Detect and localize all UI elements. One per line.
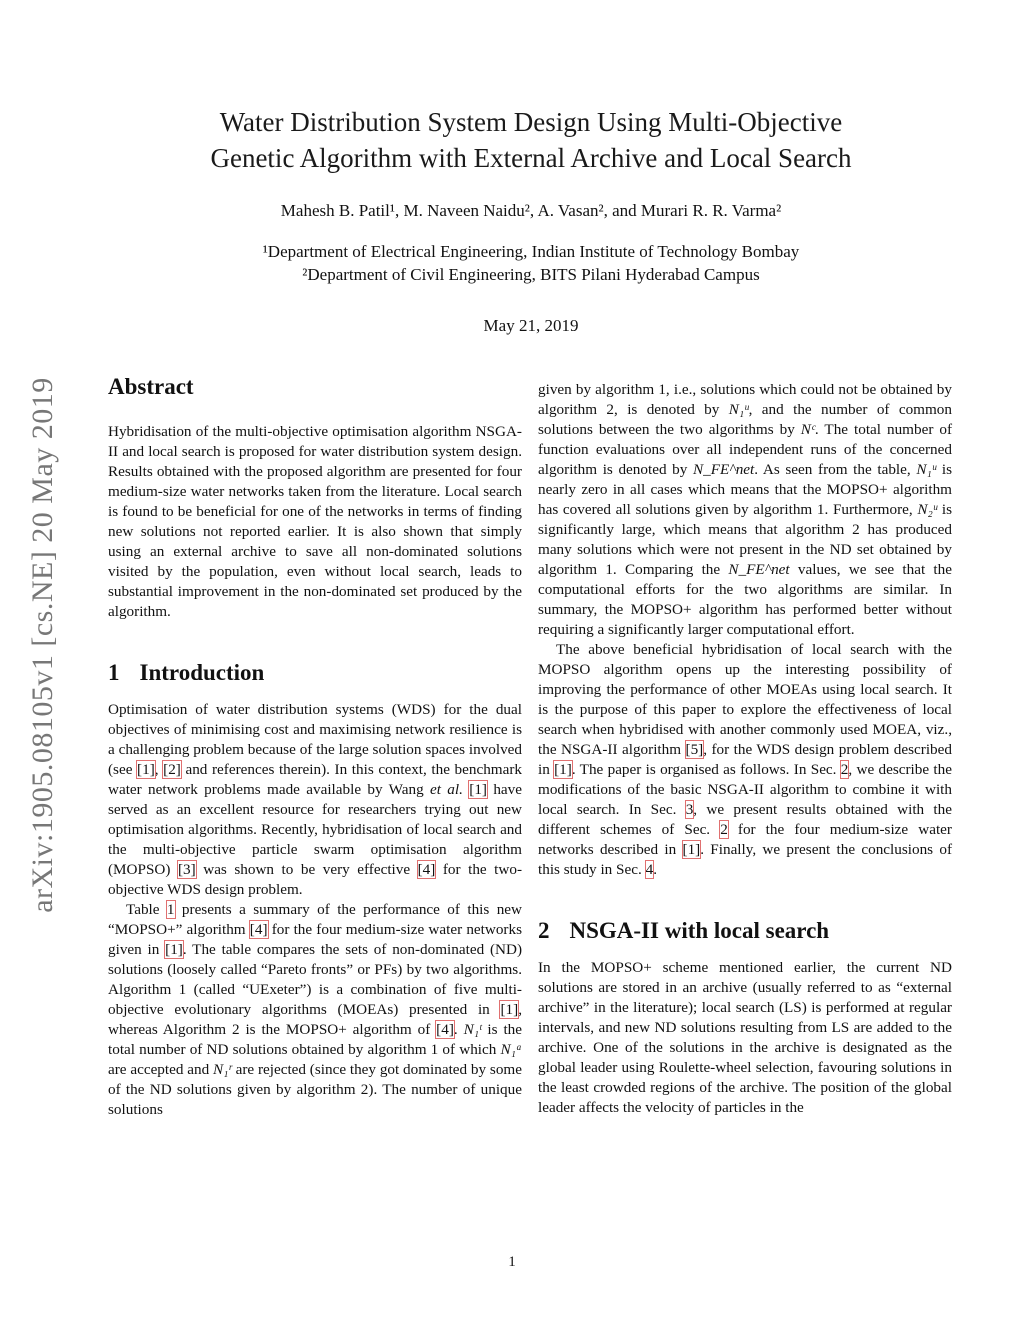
- paper-title: [110, 104, 952, 176]
- section-link[interactable]: 2: [840, 761, 849, 778]
- citation-link[interactable]: [1]: [137, 761, 155, 778]
- text: are accepted and: [108, 1061, 213, 1078]
- section-2-number: 2: [538, 918, 550, 943]
- citation-link[interactable]: [3]: [177, 861, 196, 878]
- math-symbol: N₁ᵗ: [463, 1021, 482, 1038]
- arxiv-id: arXiv:1905.08105v1 [cs.NE] 20 May 2019: [26, 377, 59, 913]
- abstract-heading: Abstract: [108, 374, 194, 399]
- title-line-1: Water Distribution System Design Using Multi-Objective: [219, 107, 843, 137]
- section-1-number: 1: [108, 660, 120, 685]
- intro-paragraph-2-cont: [538, 380, 952, 640]
- text: Table: [126, 901, 167, 918]
- text-italic: et al.: [430, 781, 463, 798]
- section-1-heading: [108, 658, 522, 688]
- citation-link[interactable]: [5]: [685, 741, 704, 758]
- math-symbol: N_FE^net: [728, 561, 790, 578]
- intro-paragraph-1: [108, 700, 522, 900]
- page-number: 1: [508, 1254, 516, 1270]
- text: presents a summary of the performance of this new “MOPSO+” algorithm: [108, 901, 522, 938]
- citation-link[interactable]: [1]: [682, 841, 701, 858]
- citation-link[interactable]: [4]: [436, 1021, 454, 1038]
- math-symbol: N_FE^net: [693, 461, 755, 478]
- section-2-heading: [538, 916, 952, 946]
- citation-link[interactable]: [1]: [500, 1001, 519, 1018]
- right-column: [538, 380, 952, 1118]
- intro-paragraph-3: [538, 640, 952, 880]
- abstract-text: Hybridisation of the multi-objective optimisation algorithm NSGA-II and local search is proposed for water distribution system design. Results obtained with the proposed algorithm are presented for four medium-size water networks taken from the literature. Local search is found to be beneficial for one of the networks in terms of finding new solutions not reported earlier. It is also shown that simply using an external archive to save all non-dominated solutions visited by the population, even without local search, leads to substantial improvement in the non-dominated set produced by the algorithm.: [108, 423, 522, 620]
- text: are rejected (since they got dominated by some of the ND solutions given by algorithm 2). The number of unique solutions: [108, 1061, 522, 1118]
- text: is the total number of ND solutions obtained by algorithm 1 of which: [108, 1021, 523, 1058]
- text: , whereas Algorithm 2 is the MOPSO+ algorithm of: [108, 1001, 522, 1038]
- text: for the four medium-size water networks given in: [108, 921, 522, 958]
- text: , we present results obtained with the different schemes of Sec.: [538, 801, 952, 838]
- math-symbol: N₁ᵃ: [500, 1041, 522, 1058]
- text: . The table compares the sets of non-dominated (ND) solutions (loosely called “Pareto fronts” or PFs) by two algorithms. Algorithm 1 (called “UExeter”) is a combination of five multi-objective evolutionary algorithms (MOEAs) presented in: [108, 941, 522, 1018]
- text: is significantly large, which means that algorithm 2 has produced many solutions which were not present in the ND set obtained by algorithm 1. Comparing the: [538, 501, 952, 578]
- text: was shown to be very effective: [195, 861, 418, 878]
- section-link[interactable]: 4: [645, 861, 654, 878]
- math-symbol: N₁ᵘ: [728, 401, 749, 418]
- math-symbol: Nᶜ: [800, 421, 815, 438]
- paper-date: May 21, 2019: [483, 316, 579, 335]
- citation-link[interactable]: [2]: [163, 761, 181, 778]
- text: for the two-objective WDS design problem.: [108, 861, 523, 898]
- citation-link[interactable]: [1]: [165, 941, 183, 958]
- citation-link[interactable]: [4]: [417, 861, 436, 878]
- text: , for the WDS design problem described in: [538, 741, 952, 778]
- affiliations: [110, 240, 952, 286]
- math-symbol: N₁ʳ: [213, 1061, 232, 1078]
- citation-link[interactable]: [4]: [249, 921, 268, 938]
- text: , we describe the modifications of the basic NSGA-II algorithm to combine it with local search. In Sec.: [538, 761, 952, 818]
- text: is nearly zero in all cases which means that the MOPSO+ algorithm has covered all solutions given by algorithm 1. Furthermore,: [538, 461, 952, 518]
- section-link[interactable]: 2: [720, 821, 728, 838]
- title-line-2: Genetic Algorithm with External Archive and Local Search: [210, 143, 852, 173]
- text: for the four medium-size water networks described in: [538, 821, 952, 858]
- text: and references therein). In this context, the benchmark water network problems made available by Wang: [108, 761, 523, 798]
- math-symbol: N₁ᵘ: [916, 461, 937, 478]
- text: .: [653, 861, 657, 878]
- table-link[interactable]: 1: [166, 901, 175, 918]
- section-link[interactable]: 3: [685, 801, 694, 818]
- citation-link[interactable]: [1]: [554, 761, 572, 778]
- section-2-title: NSGA-II with local search: [569, 918, 830, 943]
- text: . As seen from the table,: [754, 461, 917, 478]
- text: . The total number of function evaluations over all independent runs of the concerned algorithm is denoted by: [538, 421, 952, 478]
- affiliation-2: ²Department of Civil Engineering, BITS Pilani Hyderabad Campus: [302, 265, 760, 284]
- intro-paragraph-2: [108, 900, 522, 1120]
- text: . Finally, we present the conclusions of this study in Sec.: [538, 841, 953, 878]
- arxiv-side-stamp: [18, 345, 68, 945]
- text: .: [453, 1021, 464, 1038]
- section-1-title: Introduction: [139, 660, 265, 685]
- authors: Mahesh B. Patil¹, M. Naveen Naidu², A. Vasan², and Murari R. R. Varma²: [280, 201, 782, 220]
- text: have served as an excellent resource for researchers trying out new optimisation algorithms. Recently, hybridisation of local search and the multi-objective particle swarm optimisation algorithm (MOPSO): [108, 781, 522, 878]
- text: The above beneficial hybridisation of local search with the MOPSO algorithm opens up the interesting possibility of improving the performance of other MOEAs using local search. It is the purpose of this paper to explore the effectiveness of local search when hybridised with another commonly used MOEA, viz., the NSGA-II algorithm: [538, 641, 952, 758]
- section-2-paragraph-1: In the MOPSO+ scheme mentioned earlier, the current ND solutions are stored in an archive (usually referred to as “external archive” in the literature); local search (LS) is performed at regular intervals, and new ND solutions resulting from LS are added to the archive. One of the solutions in the archive is designated as the global leader using Roulette-wheel selection, favouring solutions in the least crowded regions of the archive. The position of the global leader affects the velocity of particles in the: [538, 959, 952, 1116]
- text: given by algorithm 1, i.e., solutions which could not be obtained by algorithm 2, is denoted by: [538, 381, 952, 418]
- left-column: [108, 372, 522, 1120]
- text: values, we see that the computational efforts for the two algorithms are similar. In summary, the MOPSO+ algorithm has performed better without requiring a significantly larger computational effort.: [538, 561, 952, 638]
- math-symbol: N₂ᵘ: [917, 501, 938, 518]
- affiliation-1: ¹Department of Electrical Engineering, Indian Institute of Technology Bombay: [262, 242, 800, 261]
- citation-link[interactable]: [1]: [469, 781, 487, 798]
- text: , and the number of common solutions between the two algorithms by: [538, 401, 952, 438]
- text: Optimisation of water distribution systems (WDS) for the dual objectives of minimising cost and maximising network resilience is a challenging problem because of the large solution spaces involved (see: [108, 701, 522, 778]
- text: ,: [154, 761, 164, 778]
- text: . The paper is organised as follows. In Sec.: [571, 761, 841, 778]
